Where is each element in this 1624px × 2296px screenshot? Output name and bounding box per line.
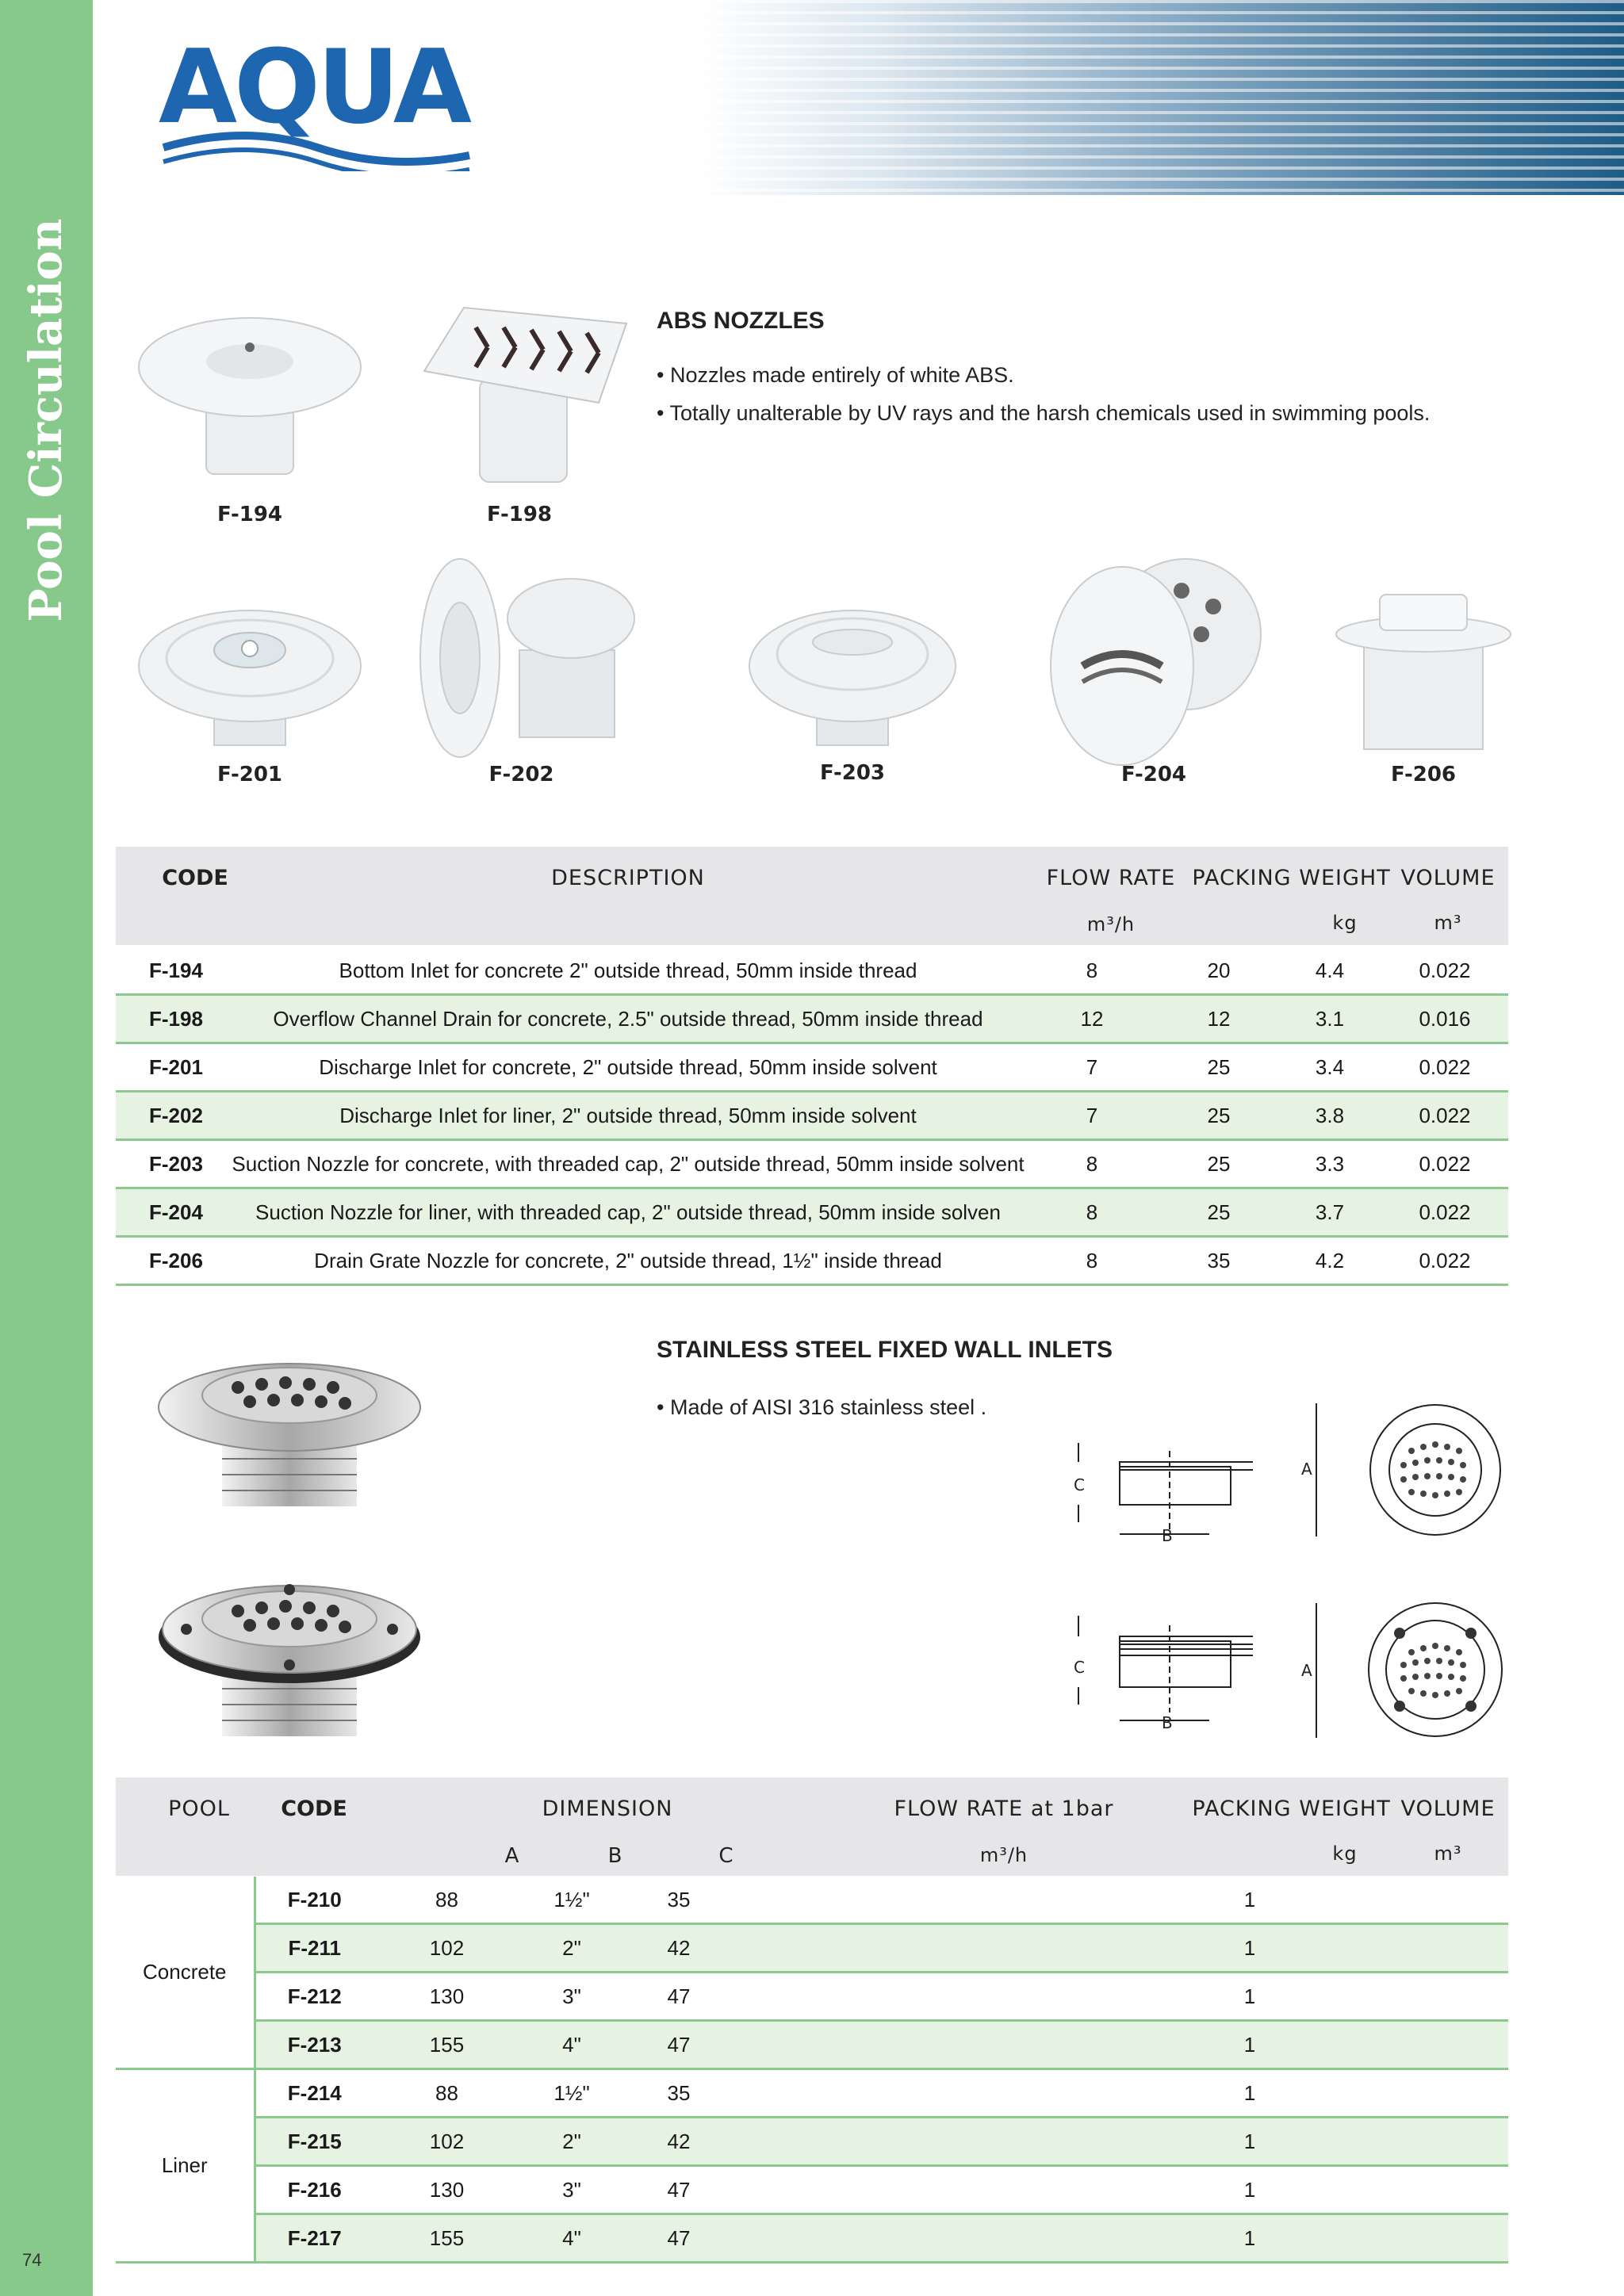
row-flow: 8 bbox=[1025, 947, 1159, 995]
row-weight bbox=[1297, 1877, 1392, 1924]
row-b: 2" bbox=[520, 2118, 623, 2166]
row-a: 155 bbox=[373, 2214, 520, 2263]
row-b: 4" bbox=[520, 2214, 623, 2263]
row-flow: 8 bbox=[1025, 1237, 1159, 1285]
col-volume-unit: m³ bbox=[1434, 912, 1462, 934]
row-weight: 3.8 bbox=[1278, 1092, 1381, 1140]
brand-logo bbox=[159, 29, 476, 171]
row-description: Suction Nozzle for liner, with threaded cap, 2" outside thread, 50mm inside solven bbox=[232, 1188, 1025, 1237]
product-f202 bbox=[400, 555, 642, 801]
row-code: F-214 bbox=[255, 2069, 373, 2118]
col-description-header: DESCRIPTION bbox=[551, 866, 705, 890]
row-volume bbox=[1392, 2069, 1508, 2118]
row-weight bbox=[1297, 1924, 1392, 1973]
abs-table bbox=[116, 947, 1508, 1286]
row-a: 155 bbox=[373, 2021, 520, 2069]
abs-table-header bbox=[116, 847, 1508, 945]
table-row bbox=[116, 1973, 1508, 2021]
col-pool-header: POOL bbox=[168, 1797, 230, 1821]
row-code: F-215 bbox=[255, 2118, 373, 2166]
sidebar-title-text: Pool Circulation bbox=[20, 218, 72, 622]
col-b-subheader: B bbox=[607, 1844, 623, 1868]
col-flow-header: FLOW RATE bbox=[1046, 866, 1176, 890]
row-code: F-194 bbox=[116, 947, 232, 995]
row-c: 47 bbox=[623, 1973, 734, 2021]
row-code: F-210 bbox=[255, 1877, 373, 1924]
row-volume bbox=[1392, 2166, 1508, 2214]
nozzle-f203-image bbox=[737, 579, 967, 761]
col-flow-unit: m³/h bbox=[1086, 913, 1136, 936]
row-weight: 3.3 bbox=[1278, 1140, 1381, 1188]
row-b: 3" bbox=[520, 2166, 623, 2214]
row-a: 88 bbox=[373, 2069, 520, 2118]
product-code-label: F-202 bbox=[488, 763, 554, 786]
nozzle-f204-image bbox=[1035, 547, 1273, 777]
liner-inlet-front-diagram bbox=[1300, 1601, 1507, 1740]
row-volume bbox=[1392, 2118, 1508, 2166]
dim-a-label: A bbox=[1301, 1460, 1312, 1479]
col-code-header: CODE bbox=[162, 866, 228, 890]
col-flow-unit: m³/h bbox=[979, 1844, 1028, 1866]
row-flow bbox=[734, 2214, 1202, 2263]
row-description: Drain Grate Nozzle for concrete, 2" outside thread, 1½" inside thread bbox=[232, 1237, 1025, 1285]
liner-inlet-side-diagram bbox=[1063, 1601, 1253, 1736]
row-volume bbox=[1392, 1924, 1508, 1973]
row-weight: 4.4 bbox=[1278, 947, 1381, 995]
row-code: F-206 bbox=[116, 1237, 232, 1285]
product-f194 bbox=[127, 300, 373, 530]
row-a: 102 bbox=[373, 2118, 520, 2166]
col-code-header: CODE bbox=[281, 1797, 347, 1821]
row-packing: 1 bbox=[1202, 1973, 1297, 2021]
row-packing: 25 bbox=[1159, 1043, 1278, 1092]
row-code: F-201 bbox=[116, 1043, 232, 1092]
row-flow bbox=[734, 2021, 1202, 2069]
nozzle-f206-image bbox=[1316, 579, 1530, 761]
col-flow-header: FLOW RATE at 1bar bbox=[894, 1797, 1114, 1821]
row-volume bbox=[1392, 1877, 1508, 1924]
row-a: 130 bbox=[373, 1973, 520, 2021]
table-row bbox=[116, 2118, 1508, 2166]
product-f203 bbox=[737, 579, 967, 801]
table-row bbox=[116, 1140, 1508, 1188]
row-b: 1½" bbox=[520, 2069, 623, 2118]
table-row bbox=[116, 2021, 1508, 2069]
row-b: 4" bbox=[520, 2021, 623, 2069]
col-packing-header: PACKING bbox=[1192, 866, 1292, 890]
steel-inlet-concrete-image bbox=[151, 1332, 428, 1522]
row-packing: 1 bbox=[1202, 1924, 1297, 1973]
row-c: 47 bbox=[623, 2214, 734, 2263]
table-row bbox=[116, 1092, 1508, 1140]
dim-c-label: C bbox=[1074, 1475, 1085, 1494]
product-code-label: F-201 bbox=[216, 763, 283, 786]
row-description: Overflow Channel Drain for concrete, 2.5" outside thread, 50mm inside thread bbox=[232, 995, 1025, 1043]
logo-wordmark: AQUA bbox=[159, 29, 469, 147]
row-flow bbox=[734, 2166, 1202, 2214]
row-weight: 3.7 bbox=[1278, 1188, 1381, 1237]
logo-wave-icon bbox=[159, 29, 476, 171]
concrete-inlet-front-diagram bbox=[1300, 1403, 1507, 1538]
row-packing: 1 bbox=[1202, 2214, 1297, 2263]
row-volume: 0.022 bbox=[1381, 1092, 1508, 1140]
col-weight-header: WEIGHT bbox=[1299, 866, 1391, 890]
col-volume-header: VOLUME bbox=[1400, 1797, 1496, 1821]
col-weight-unit: kg bbox=[1332, 912, 1358, 934]
row-c: 47 bbox=[623, 2021, 734, 2069]
steel-inlet-liner-image bbox=[151, 1554, 428, 1752]
row-a: 130 bbox=[373, 2166, 520, 2214]
row-volume: 0.022 bbox=[1381, 947, 1508, 995]
col-packing-header: PACKING bbox=[1192, 1797, 1292, 1821]
row-packing: 1 bbox=[1202, 2166, 1297, 2214]
col-a-subheader: A bbox=[504, 1844, 520, 1868]
product-code-label: F-204 bbox=[1120, 763, 1187, 786]
row-volume: 0.022 bbox=[1381, 1140, 1508, 1188]
row-b: 3" bbox=[520, 1973, 623, 2021]
steel-table-header bbox=[116, 1777, 1508, 1876]
row-code: F-203 bbox=[116, 1140, 232, 1188]
row-weight bbox=[1297, 2069, 1392, 2118]
row-a: 102 bbox=[373, 1924, 520, 1973]
pool-group-liner: Liner bbox=[116, 2069, 255, 2263]
row-packing: 12 bbox=[1159, 995, 1278, 1043]
row-packing: 1 bbox=[1202, 2021, 1297, 2069]
row-volume: 0.022 bbox=[1381, 1237, 1508, 1285]
row-code: F-213 bbox=[255, 2021, 373, 2069]
product-code-label: F-203 bbox=[819, 761, 886, 785]
row-description: Discharge Inlet for liner, 2" outside thread, 50mm inside solvent bbox=[232, 1092, 1025, 1140]
row-flow: 8 bbox=[1025, 1140, 1159, 1188]
row-packing: 25 bbox=[1159, 1140, 1278, 1188]
dim-c-label: C bbox=[1074, 1658, 1085, 1677]
row-volume: 0.016 bbox=[1381, 995, 1508, 1043]
row-volume: 0.022 bbox=[1381, 1188, 1508, 1237]
table-row bbox=[116, 947, 1508, 995]
col-weight-header: WEIGHT bbox=[1299, 1797, 1391, 1821]
table-row bbox=[116, 2214, 1508, 2263]
row-packing: 1 bbox=[1202, 2118, 1297, 2166]
product-f206 bbox=[1316, 579, 1530, 801]
product-f204 bbox=[1035, 547, 1273, 801]
row-packing: 1 bbox=[1202, 2069, 1297, 2118]
row-weight: 4.2 bbox=[1278, 1237, 1381, 1285]
row-flow: 12 bbox=[1025, 995, 1159, 1043]
row-packing: 20 bbox=[1159, 947, 1278, 995]
nozzle-f194-image bbox=[127, 300, 373, 490]
row-volume bbox=[1392, 1973, 1508, 2021]
row-weight: 3.4 bbox=[1278, 1043, 1381, 1092]
row-flow: 7 bbox=[1025, 1092, 1159, 1140]
abs-bullet-1: • Nozzles made entirely of white ABS. bbox=[657, 363, 1014, 387]
row-code: F-212 bbox=[255, 1973, 373, 2021]
row-flow bbox=[734, 2118, 1202, 2166]
nozzle-f202-image bbox=[400, 555, 642, 765]
row-flow bbox=[734, 1924, 1202, 1973]
row-description: Suction Nozzle for concrete, with threaded cap, 2" outside thread, 50mm inside solvent bbox=[232, 1140, 1025, 1188]
row-code: F-204 bbox=[116, 1188, 232, 1237]
product-f198 bbox=[400, 292, 638, 530]
row-flow: 8 bbox=[1025, 1188, 1159, 1237]
row-description: Bottom Inlet for concrete 2" outside thread, 50mm inside thread bbox=[232, 947, 1025, 995]
product-code-label: F-206 bbox=[1390, 763, 1457, 786]
table-row bbox=[116, 1877, 1508, 1924]
table-row bbox=[116, 995, 1508, 1043]
col-c-subheader: C bbox=[718, 1844, 734, 1868]
row-code: F-198 bbox=[116, 995, 232, 1043]
dim-b-label: B bbox=[1162, 1713, 1173, 1732]
row-c: 35 bbox=[623, 1877, 734, 1924]
pool-group-concrete: Concrete bbox=[116, 1877, 255, 2069]
table-row bbox=[116, 1924, 1508, 1973]
abs-bullet-2: • Totally unalterable by UV rays and the harsh chemicals used in swimming pools. bbox=[657, 401, 1431, 425]
row-packing: 1 bbox=[1202, 1877, 1297, 1924]
table-row bbox=[116, 2166, 1508, 2214]
nozzle-f198-image bbox=[400, 292, 638, 490]
abs-section-title: ABS NOZZLES bbox=[657, 308, 825, 334]
row-weight bbox=[1297, 2118, 1392, 2166]
row-flow bbox=[734, 2069, 1202, 2118]
table-row bbox=[116, 1237, 1508, 1285]
nozzle-f201-image bbox=[127, 579, 373, 761]
row-flow bbox=[734, 1877, 1202, 1924]
row-volume: 0.022 bbox=[1381, 1043, 1508, 1092]
col-volume-unit: m³ bbox=[1434, 1843, 1462, 1865]
steel-bullet-1: • Made of AISI 316 stainless steel . bbox=[657, 1395, 987, 1419]
row-a: 88 bbox=[373, 1877, 520, 1924]
row-packing: 25 bbox=[1159, 1092, 1278, 1140]
row-b: 1½" bbox=[520, 1877, 623, 1924]
row-b: 2" bbox=[520, 1924, 623, 1973]
row-c: 35 bbox=[623, 2069, 734, 2118]
row-weight bbox=[1297, 2166, 1392, 2214]
table-row bbox=[116, 2069, 1508, 2118]
row-flow bbox=[734, 1973, 1202, 2021]
steel-table bbox=[116, 1877, 1508, 2263]
row-weight: 3.1 bbox=[1278, 995, 1381, 1043]
row-flow: 7 bbox=[1025, 1043, 1159, 1092]
concrete-inlet-side-diagram bbox=[1063, 1435, 1253, 1554]
dim-a-label: A bbox=[1301, 1661, 1312, 1680]
row-description: Discharge Inlet for concrete, 2" outside thread, 50mm inside solvent bbox=[232, 1043, 1025, 1092]
row-weight bbox=[1297, 2214, 1392, 2263]
row-c: 47 bbox=[623, 2166, 734, 2214]
row-code: F-211 bbox=[255, 1924, 373, 1973]
table-row bbox=[116, 1043, 1508, 1092]
row-weight bbox=[1297, 1973, 1392, 2021]
product-f201 bbox=[127, 579, 373, 801]
col-dimension-header: DIMENSION bbox=[542, 1797, 673, 1821]
header-stripes bbox=[698, 0, 1624, 195]
row-packing: 25 bbox=[1159, 1188, 1278, 1237]
row-weight bbox=[1297, 2021, 1392, 2069]
col-volume-header: VOLUME bbox=[1400, 866, 1496, 890]
dim-b-label: B bbox=[1162, 1526, 1173, 1545]
steel-section-title: STAINLESS STEEL FIXED WALL INLETS bbox=[657, 1337, 1113, 1363]
row-c: 42 bbox=[623, 2118, 734, 2166]
table-row bbox=[116, 1188, 1508, 1237]
product-code-label: F-198 bbox=[486, 503, 553, 526]
row-packing: 35 bbox=[1159, 1237, 1278, 1285]
page-number: 74 bbox=[22, 2250, 42, 2270]
sidebar-title bbox=[0, 0, 93, 2296]
col-weight-unit: kg bbox=[1332, 1843, 1358, 1865]
row-volume bbox=[1392, 2214, 1508, 2263]
row-code: F-216 bbox=[255, 2166, 373, 2214]
product-code-label: F-194 bbox=[216, 503, 283, 526]
row-code: F-217 bbox=[255, 2214, 373, 2263]
row-c: 42 bbox=[623, 1924, 734, 1973]
row-volume bbox=[1392, 2021, 1508, 2069]
row-code: F-202 bbox=[116, 1092, 232, 1140]
